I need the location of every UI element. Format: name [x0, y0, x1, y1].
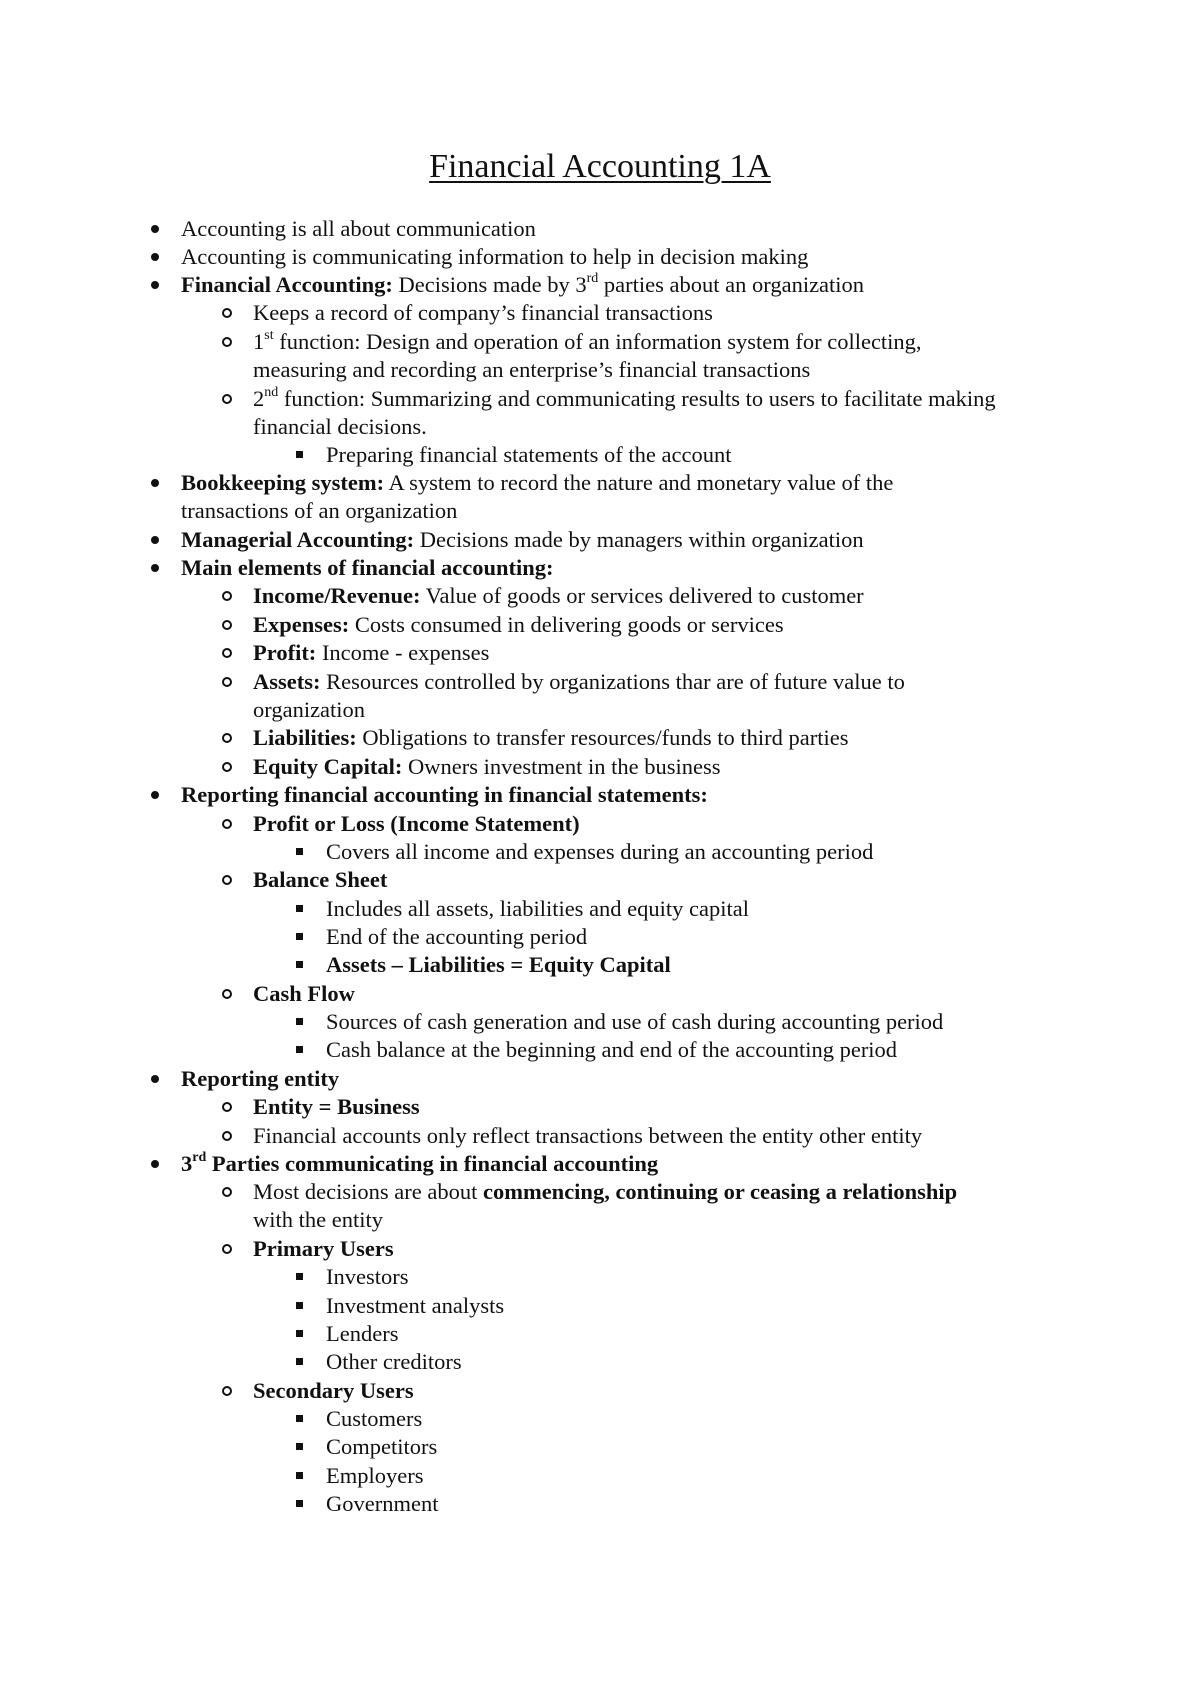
- text-run: Accounting is all about communication: [181, 216, 536, 241]
- bold-text: Profit or Loss (Income Statement): [253, 811, 580, 836]
- bold-text: Bookkeeping system:: [181, 470, 385, 495]
- list-item-level-2: [253, 724, 849, 752]
- text-run: function: Summarizing and communicating results to users to facilitate making: [278, 386, 996, 411]
- text-run: Keeps a record of company’s financial transactions: [253, 300, 713, 325]
- list-item-level-2: [253, 866, 387, 894]
- text-run: [253, 669, 321, 694]
- text-run: transactions of an organization: [181, 498, 458, 523]
- list-item-level-1: [181, 243, 808, 271]
- bold-text: Entity = Business: [253, 1094, 420, 1119]
- list-item-level-1: [181, 215, 536, 243]
- text-run: [206, 1151, 658, 1176]
- bold-text: Main elements of financial accounting:: [181, 555, 554, 580]
- superscript: nd: [264, 384, 279, 400]
- superscript: rd: [586, 270, 599, 286]
- list-item-level-3: [326, 895, 749, 923]
- superscript: st: [264, 327, 274, 343]
- list-item-level-2: [253, 611, 784, 639]
- text-run: [253, 1378, 414, 1403]
- bold-text: commencing, continuing or ceasing a relationship: [482, 1179, 958, 1204]
- text-run: [181, 555, 553, 580]
- list-item-level-2: [253, 810, 580, 838]
- list-item-level-2: [253, 385, 996, 413]
- text-run: [253, 725, 357, 750]
- bold-text: Profit:: [253, 640, 317, 665]
- text-run: Value of goods or services delivered to customer: [420, 583, 864, 608]
- text-run: [181, 527, 414, 552]
- list-item-level-3: [326, 1292, 504, 1320]
- list-item-level-2: [253, 668, 905, 696]
- text-run: function: Design and operation of an information system for collecting,: [273, 329, 922, 354]
- bold-text: Equity Capital:: [253, 754, 403, 779]
- text-run: Investors: [326, 1264, 409, 1289]
- list-item-level-3: [326, 1008, 943, 1036]
- bold-text: Reporting entity: [181, 1066, 340, 1091]
- list-item-level-1: [181, 526, 864, 554]
- text-run: [181, 1066, 339, 1091]
- text-run: Includes all assets, liabilities and equity capital: [326, 896, 750, 921]
- list-item-level-2: [253, 753, 721, 781]
- list-item-level-2: [253, 1122, 922, 1150]
- bold-text: Cash Flow: [253, 981, 355, 1006]
- text-run: End of the accounting period: [326, 924, 588, 949]
- text-run: [253, 811, 580, 836]
- text-run: [253, 1236, 394, 1261]
- text-run: Accounting is communicating information to help in decision making: [181, 244, 809, 269]
- bold-text: 3: [181, 1151, 193, 1176]
- bold-text: rd: [192, 1149, 207, 1165]
- list-item-level-2: [253, 1377, 414, 1405]
- list-item-level-3: [326, 838, 873, 866]
- list-item-level-1: [181, 469, 893, 497]
- text-run: Most decisions are about: [253, 1179, 483, 1204]
- text-run: [181, 470, 384, 495]
- document-title: Financial Accounting 1A: [429, 148, 771, 185]
- text-run: [181, 272, 393, 297]
- text-run: Income - expenses: [316, 640, 490, 665]
- bold-text: Financial Accounting:: [181, 272, 393, 297]
- list-item-level-1: [181, 781, 708, 809]
- superscript: [192, 1150, 206, 1165]
- list-item-level-1: [181, 497, 457, 525]
- text-run: [181, 782, 708, 807]
- text-run: Sources of cash generation and use of cash during accounting period: [326, 1009, 944, 1034]
- text-run: [181, 1151, 192, 1176]
- text-run: Competitors: [326, 1434, 438, 1459]
- text-run: [253, 640, 316, 665]
- text-run: parties about an organization: [598, 272, 865, 297]
- bold-text: Expenses:: [253, 612, 350, 637]
- text-run: A system to record the nature and monetary value of the: [384, 470, 894, 495]
- text-run: Financial accounts only reflect transactions between the entity other entity: [253, 1123, 923, 1148]
- list-item-level-3: [326, 1348, 462, 1376]
- bold-text: Balance Sheet: [253, 867, 388, 892]
- list-item-level-2: [253, 1235, 394, 1263]
- text-run: Owners investment in the business: [402, 754, 721, 779]
- text-run: financial decisions.: [253, 414, 427, 439]
- text-run: Obligations to transfer resources/funds to third parties: [356, 725, 849, 750]
- text-run: [483, 1179, 957, 1204]
- list-item-level-1: [181, 1150, 658, 1178]
- text-run: Employers: [326, 1463, 424, 1488]
- bold-text: Primary Users: [253, 1236, 394, 1261]
- list-item-level-3: [326, 923, 587, 951]
- list-item-level-2: [253, 582, 864, 610]
- text-run: Investment analysts: [326, 1293, 505, 1318]
- text-run: [253, 1094, 420, 1119]
- text-run: Covers all income and expenses during an accounting period: [326, 839, 874, 864]
- text-run: [253, 867, 387, 892]
- text-run: Other creditors: [326, 1349, 462, 1374]
- text-run: 1: [253, 329, 265, 354]
- text-run: Customers: [326, 1406, 423, 1431]
- bold-text: Assets:: [253, 669, 321, 694]
- text-run: [253, 583, 420, 608]
- bold-text: Reporting financial accounting in financial statements:: [181, 782, 708, 807]
- text-run: [253, 981, 355, 1006]
- text-run: Government: [326, 1491, 439, 1516]
- list-item-level-3: [326, 1433, 437, 1461]
- text-run: [326, 952, 671, 977]
- list-item-level-1: [181, 554, 553, 582]
- list-item-level-2: [253, 639, 489, 667]
- text-run: Cash balance at the beginning and end of the accounting period: [326, 1037, 898, 1062]
- list-item-level-2: [253, 413, 427, 441]
- list-item-level-2: [253, 980, 355, 1008]
- text-run: organization: [253, 697, 366, 722]
- list-item-level-2: [253, 356, 810, 384]
- text-run: Decisions made by 3: [392, 272, 587, 297]
- bold-text: Parties communicating in financial accounting: [206, 1151, 659, 1176]
- list-item-level-2: [253, 1178, 957, 1206]
- text-run: measuring and recording an enterprise’s financial transactions: [253, 357, 811, 382]
- list-item-level-1: [181, 1065, 339, 1093]
- text-run: Lenders: [326, 1321, 399, 1346]
- list-item-level-1: [181, 271, 864, 299]
- list-item-level-3: [326, 1320, 398, 1348]
- bold-text: Liabilities:: [253, 725, 357, 750]
- text-run: Decisions made by managers within organization: [414, 527, 864, 552]
- list-item-level-3: [326, 1263, 409, 1291]
- text-run: with the entity: [253, 1207, 383, 1232]
- bold-text: Managerial Accounting:: [181, 527, 415, 552]
- list-item-level-3: [326, 1405, 422, 1433]
- list-item-level-2: [253, 328, 922, 356]
- list-item-level-3: [326, 1036, 897, 1064]
- text-run: Resources controlled by organizations thar are of future value to: [320, 669, 905, 694]
- text-run: [253, 754, 402, 779]
- list-item-level-3: [326, 441, 731, 469]
- bold-text: Assets – Liabilities = Equity Capital: [326, 952, 671, 977]
- text-run: Costs consumed in delivering goods or services: [349, 612, 784, 637]
- list-item-level-3: [326, 951, 671, 979]
- list-item-level-2: [253, 1093, 420, 1121]
- text-run: [253, 612, 349, 637]
- bold-text: Income/Revenue:: [253, 583, 421, 608]
- list-item-level-2: [253, 299, 713, 327]
- list-item-level-2: [253, 1206, 383, 1234]
- text-run: 2: [253, 386, 265, 411]
- bold-text: Secondary Users: [253, 1378, 414, 1403]
- text-run: Preparing financial statements of the account: [326, 442, 732, 467]
- list-item-level-3: [326, 1462, 423, 1490]
- list-item-level-3: [326, 1490, 438, 1518]
- list-item-level-2: [253, 696, 365, 724]
